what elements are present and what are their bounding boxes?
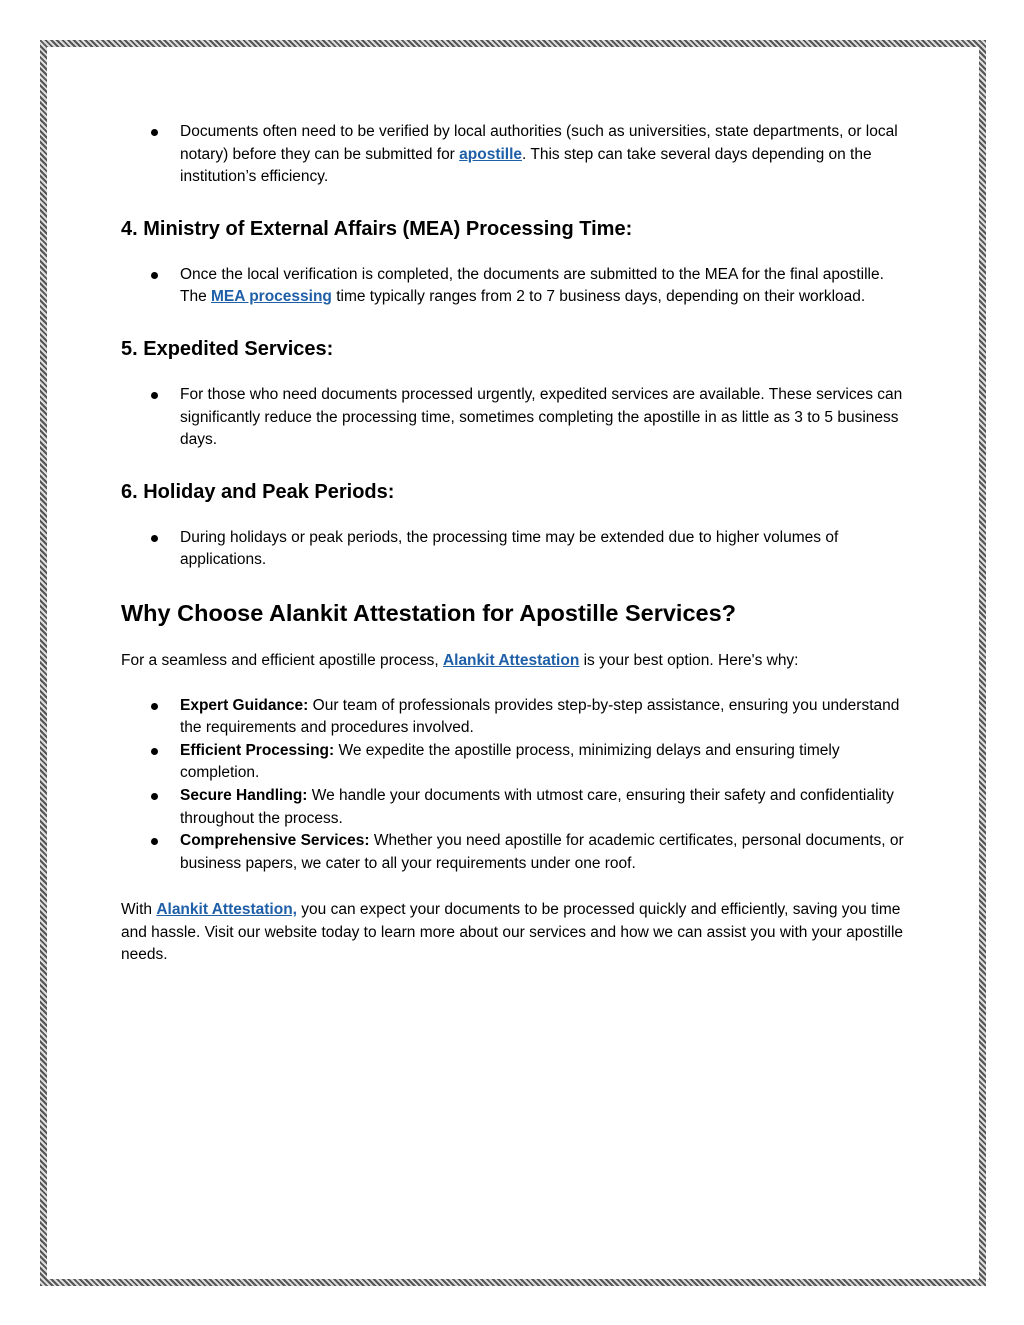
list-item: For those who need documents processed urgently, expedited services are available. These services can significantly reduce the processing time, sometimes completing the apostille in as little as 3 to 5 business days. (121, 384, 911, 452)
list-item (121, 264, 911, 309)
benefits-list (121, 695, 911, 876)
expedited-bullet-list (121, 384, 911, 452)
document-body (121, 121, 911, 967)
mea-bullet-list (121, 264, 911, 309)
section-heading-holiday: 6. Holiday and Peak Periods: (121, 480, 395, 503)
verification-bullet-list (121, 121, 911, 189)
alankit-attestation-closing-link[interactable]: Alankit Attestation, (156, 901, 297, 919)
alankit-attestation-link[interactable]: Alankit Attestation (442, 651, 580, 669)
bullet-text: Once the local verification is completed, the documents are submitted to the MEA for the final apostille. The (180, 265, 884, 306)
why-choose-heading: Why Choose Alankit Attestation for Apostille Services? (121, 599, 737, 626)
benefit-term: Comprehensive Services: (180, 832, 370, 850)
list-item (121, 830, 911, 875)
closing-paragraph (121, 899, 911, 967)
bullet-text: Documents often need to be verified by local authorities (such as universities, state departments, or local notary) before they can be submitted for (180, 123, 898, 163)
benefit-text: We expedite the apostille process, minimizing delays and ensuring timely completion. (180, 741, 840, 782)
section-heading-mea: 4. Ministry of External Affairs (MEA) Processing Time: (121, 217, 633, 240)
list-item: During holidays or peak periods, the processing time may be extended due to higher volumes of applications. (121, 527, 911, 572)
paragraph-text: you can expect your documents to be processed quickly and efficiently, saving you time and hassle. Visit our website today to learn more about our services and how we can assist you with your apostille needs. (121, 901, 904, 964)
paragraph-text: is your best option. Here's why: (579, 651, 799, 669)
list-item (121, 121, 911, 189)
bullet-text: time typically ranges from 2 to 7 business days, depending on their workload. (331, 288, 866, 306)
list-item (121, 695, 911, 740)
why-intro-paragraph (121, 650, 911, 673)
list-item (121, 740, 911, 785)
bullet-text: . This step can take several days depending on the institution’s efficiency. (180, 145, 872, 186)
section-heading-expedited: 5. Expedited Services: (121, 337, 334, 360)
apostille-link[interactable]: apostille (459, 145, 523, 163)
benefit-term: Efficient Processing: (180, 741, 335, 759)
mea-processing-link[interactable]: MEA processing (211, 288, 332, 306)
paragraph-text: For a seamless and efficient apostille process, (121, 651, 443, 669)
benefit-text: We handle your documents with utmost care, ensuring their safety and confidentiality throughout the process. (180, 786, 894, 827)
paragraph-text: With (121, 901, 157, 919)
benefit-term: Secure Handling: (180, 786, 308, 804)
holiday-bullet-list (121, 527, 911, 572)
benefit-text: Whether you need apostille for academic certificates, personal documents, or business papers, we cater to all your requirements under one roof. (180, 832, 904, 872)
list-item (121, 785, 911, 830)
benefit-text: Our team of professionals provides step-by-step assistance, ensuring you understand the requirements and procedures involved. (180, 696, 900, 737)
benefit-term: Expert Guidance: (180, 696, 309, 714)
